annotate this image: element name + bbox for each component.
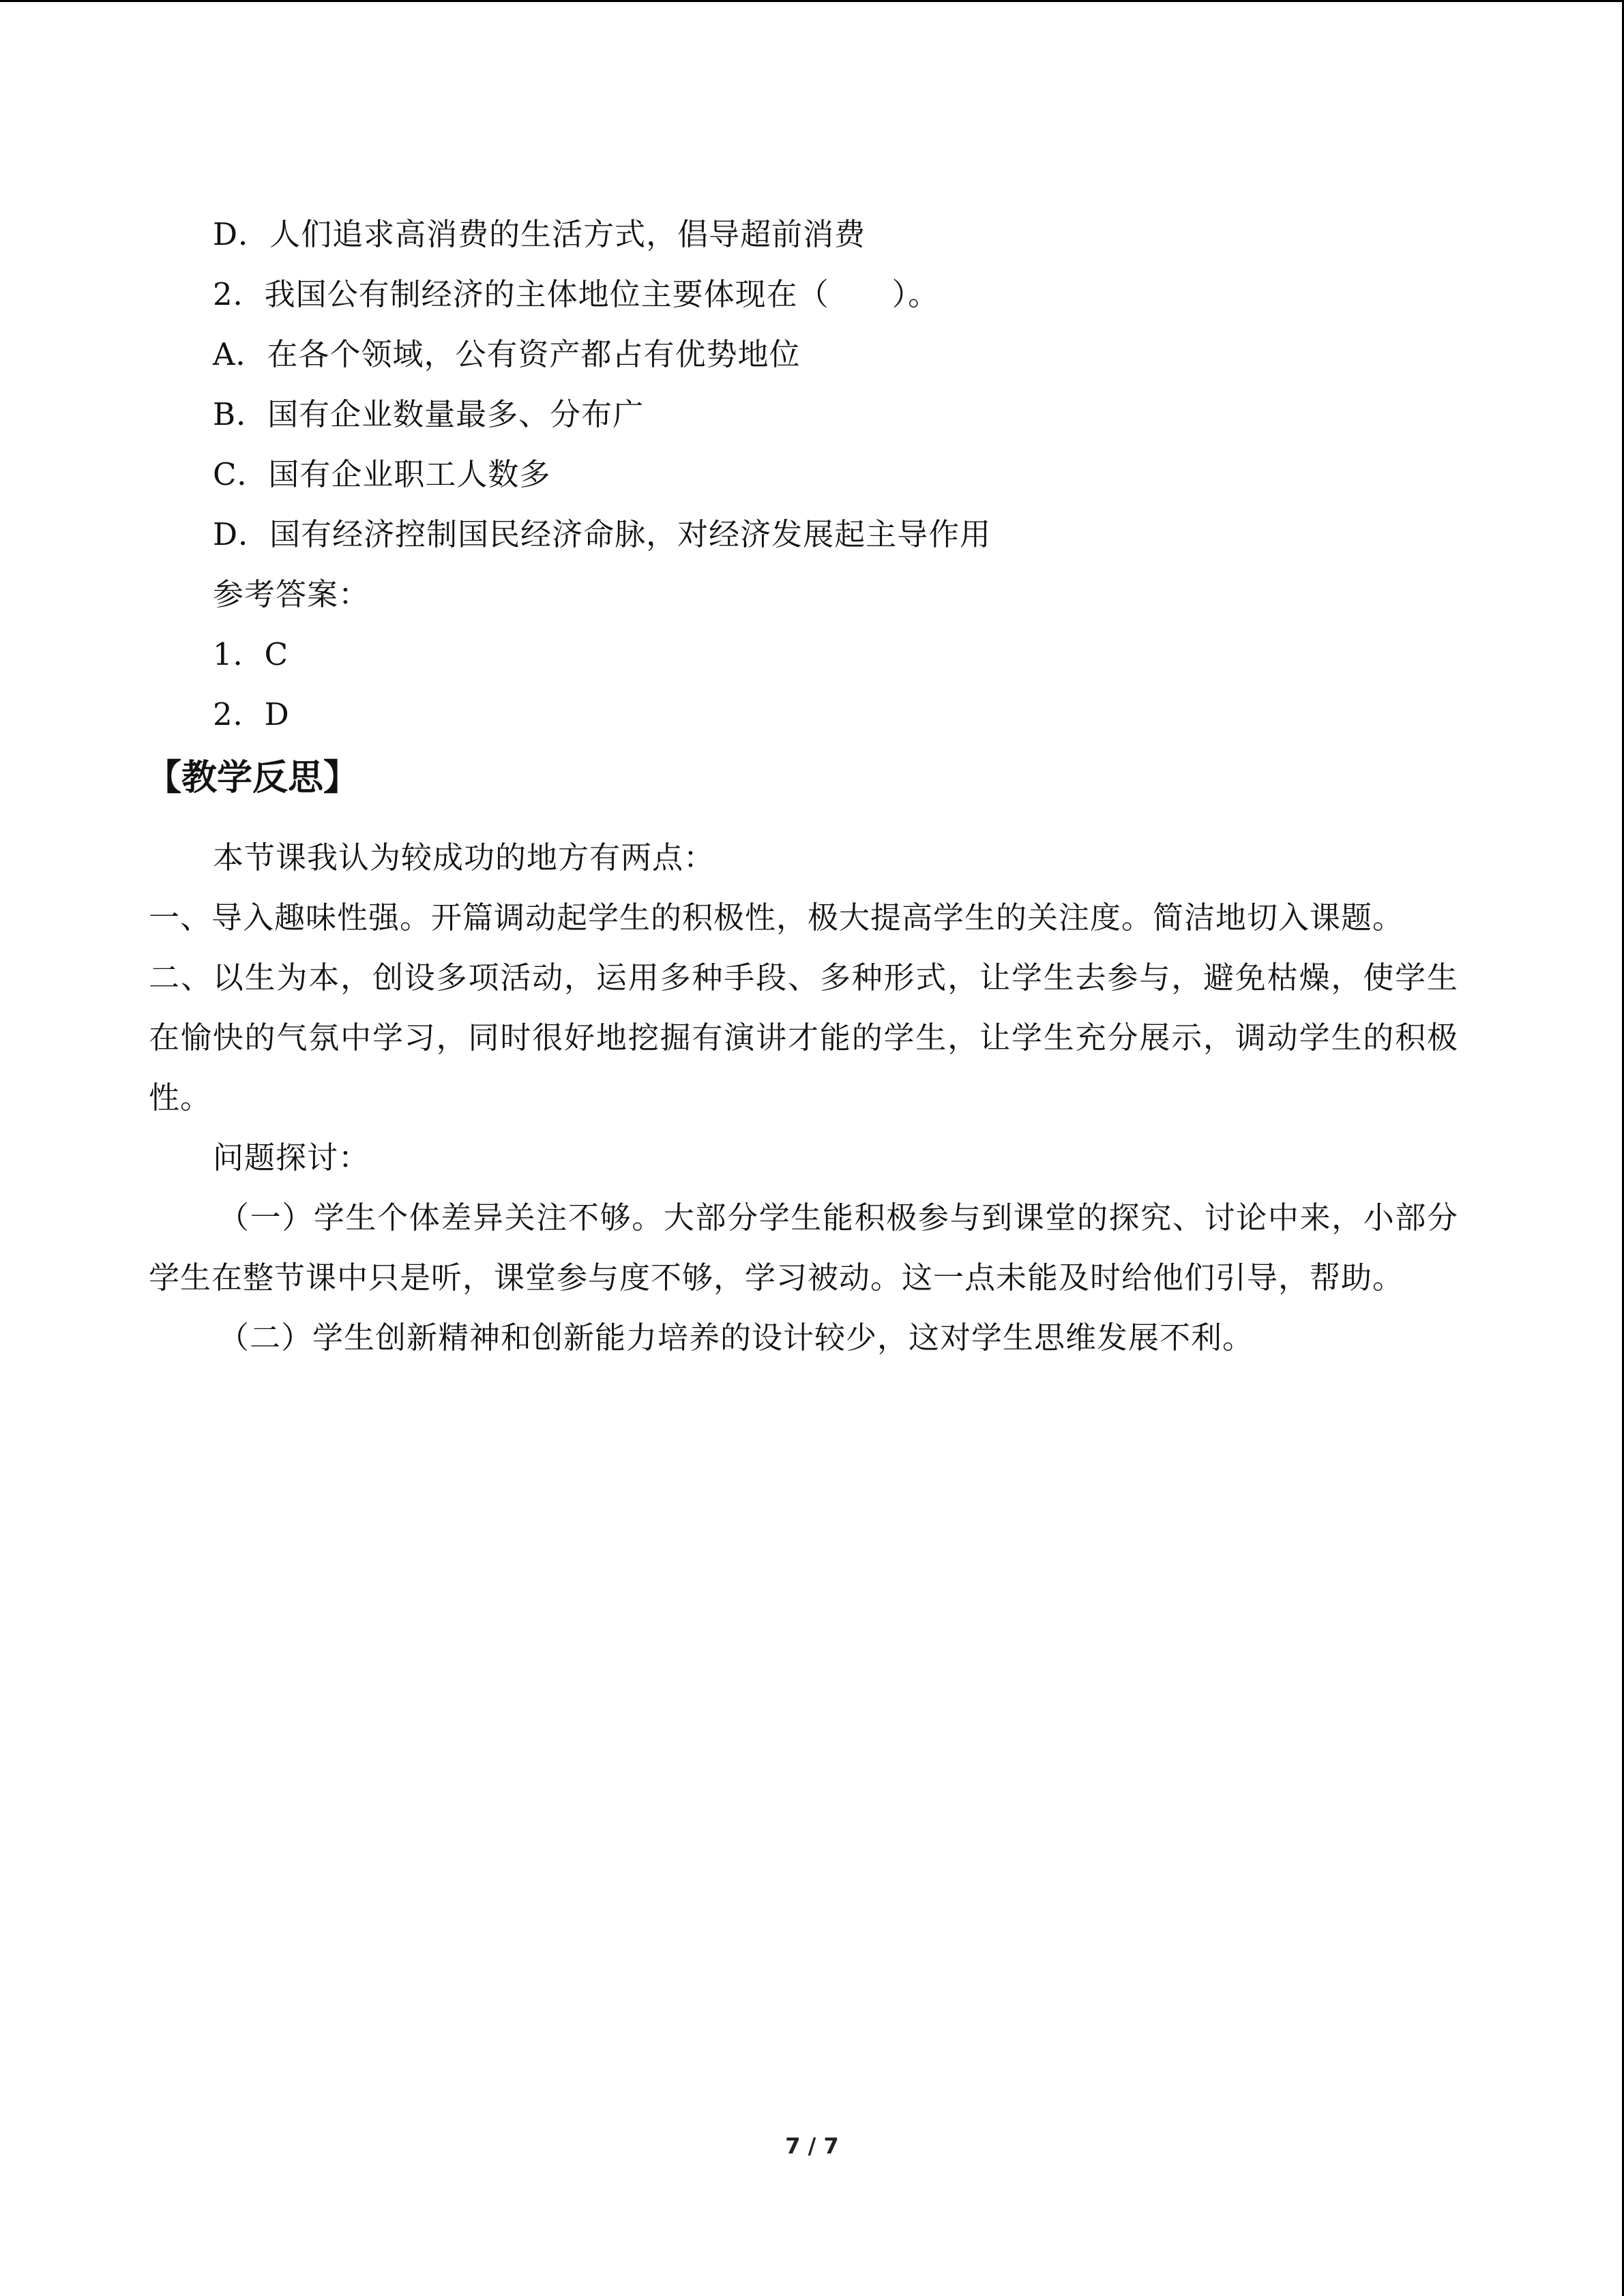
page-border-top — [0, 0, 1624, 2]
section-heading-reflection: 【教学反思】 — [146, 758, 359, 799]
q2-option-c: C．国有企业职工人数多 — [213, 456, 551, 492]
document-body — [146, 205, 1458, 1368]
page-number: 7 / 7 — [785, 2133, 839, 2159]
q2-option-a: A．在各个领域，公有资产都占有优势地位 — [213, 336, 801, 372]
q2-option-b: B．国有企业数量最多、分布广 — [213, 396, 645, 432]
answer-1: 1．C — [213, 636, 289, 672]
reflection-intro: 本节课我认为较成功的地方有两点： — [213, 839, 715, 876]
reflection-point-2: 二、以生为本，创设多项活动，运用多种手段、多种形式，让学生去参与，避免枯燥，使学生在愉快的气氛中学习，同时很好地挖掘有演讲才能的学生，让学生充分展示，调动学生的积极性。 — [149, 959, 1458, 1116]
q2-option-d: D．国有经济控制国民经济命脉，对经济发展起主导作用 — [213, 516, 992, 552]
answers-label: 参考答案： — [213, 576, 370, 612]
q2-stem: 2．我国公有制经济的主体地位主要体现在（ ）。 — [213, 276, 940, 312]
q1-option-d: D．人们追求高消费的生活方式，倡导超前消费 — [213, 216, 866, 252]
reflection-point-1: 一、导入趣味性强。开篇调动起学生的积极性，极大提高学生的关注度。简洁地切入课题。 — [149, 899, 1404, 936]
discussion-issue-2: （二）学生创新精神和创新能力培养的设计较少，这对学生思维发展不利。 — [218, 1320, 1254, 1356]
discussion-issue-1: （一）学生个体差异关注不够。大部分学生能积极参与到课堂的探究、讨论中来，小部分学生在整节课中只是听，课堂参与度不够，学习被动。这一点未能及时给他们引导，帮助。 — [149, 1199, 1458, 1296]
answer-2: 2．D — [213, 696, 290, 732]
discussion-label: 问题探讨： — [213, 1139, 370, 1176]
